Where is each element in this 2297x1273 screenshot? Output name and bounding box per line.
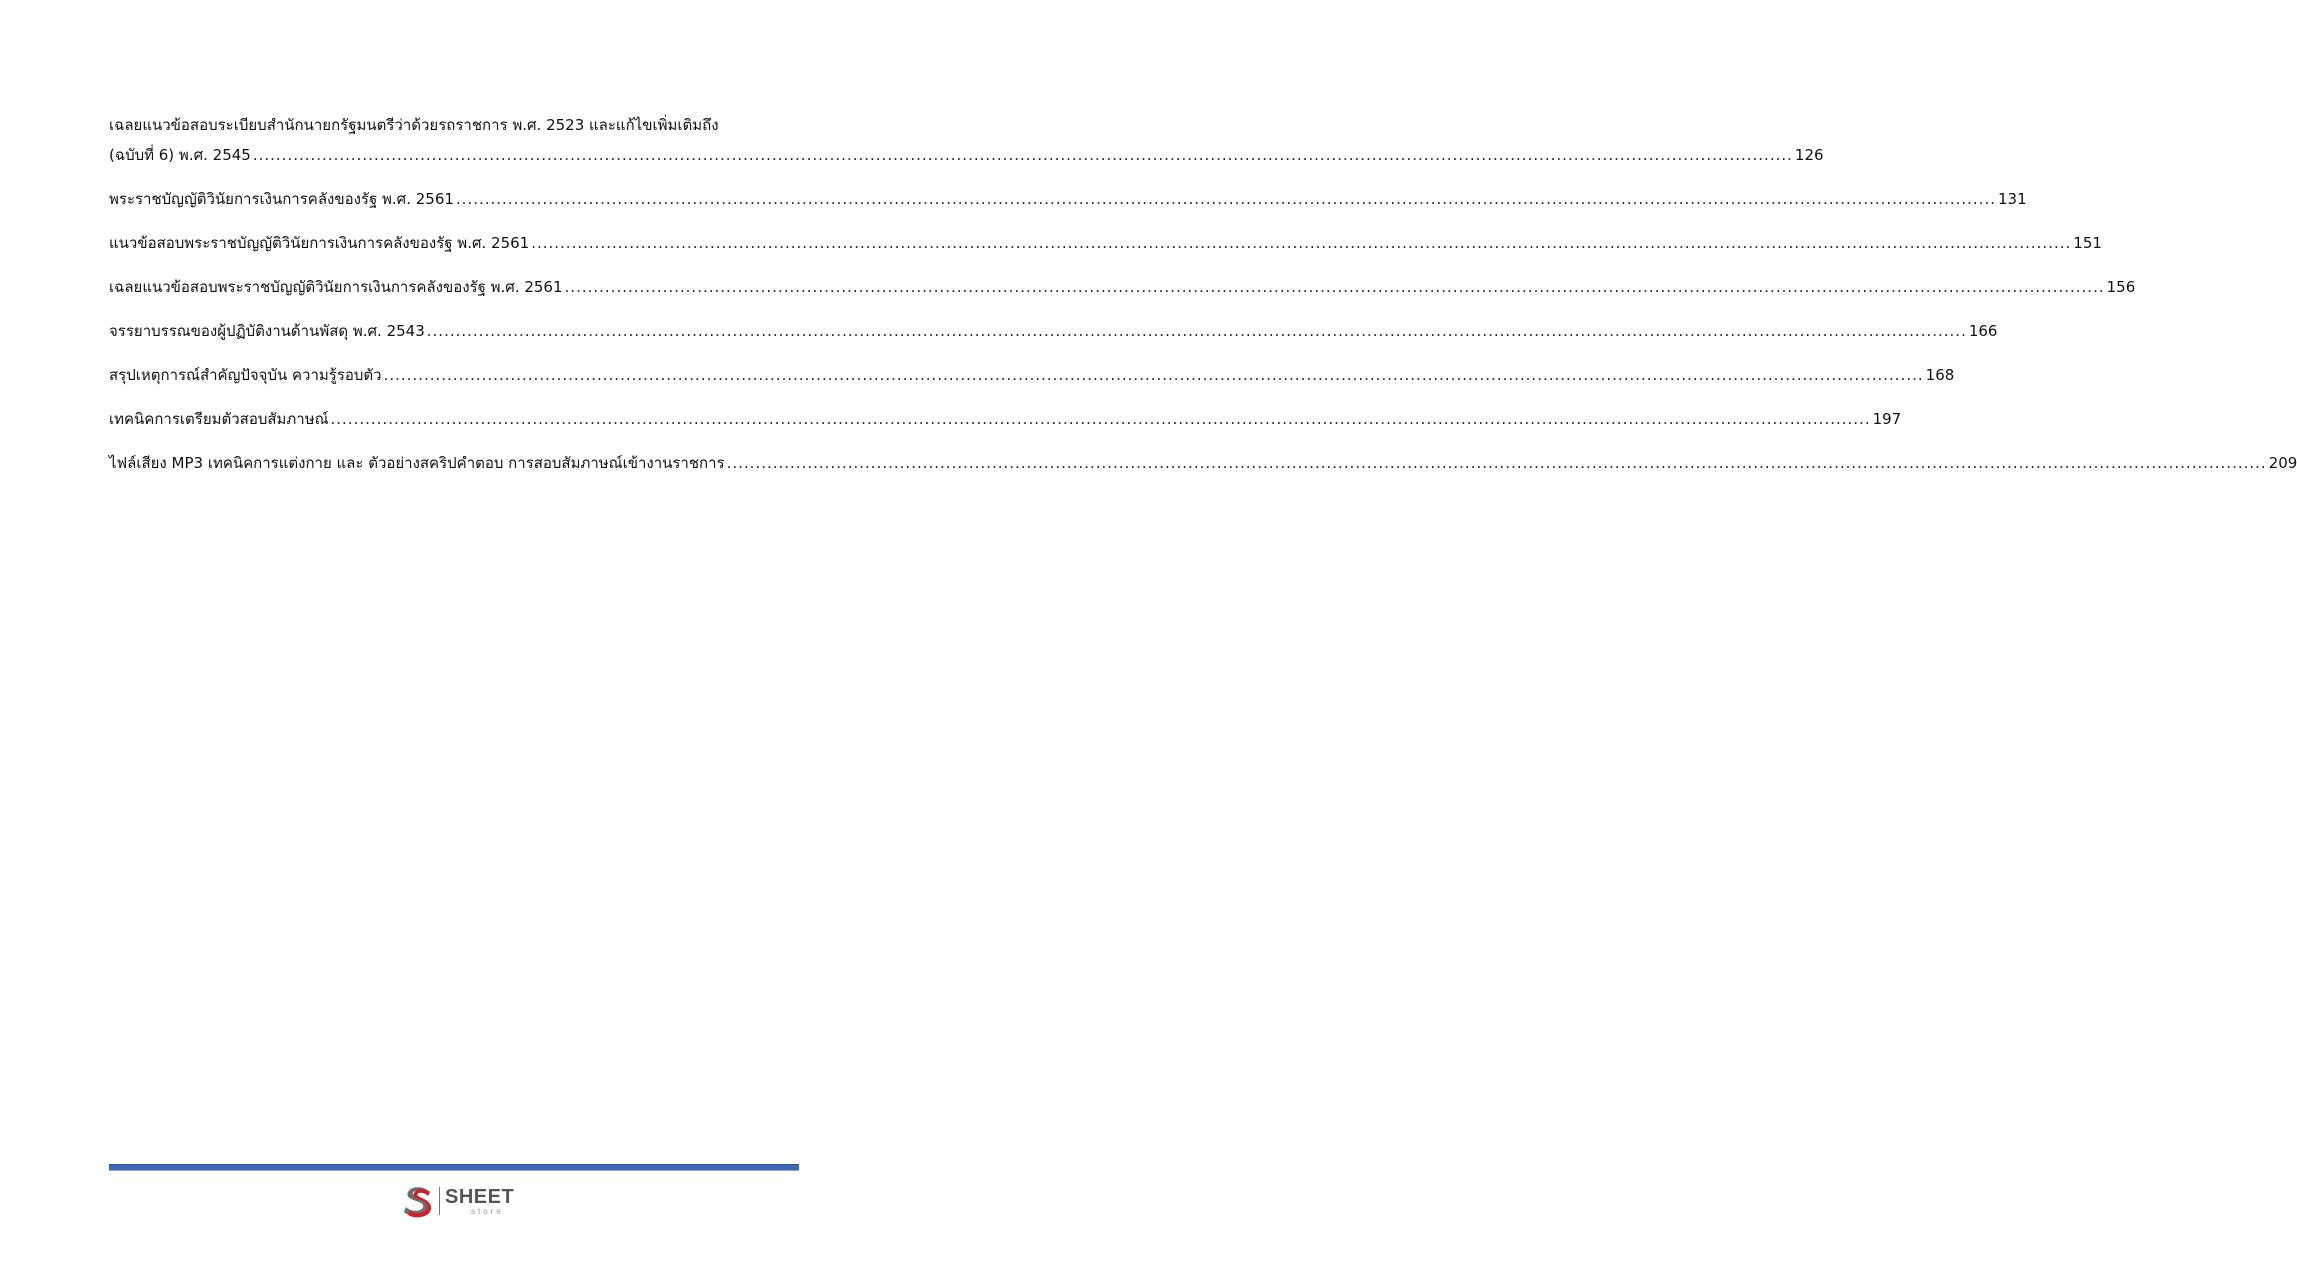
toc-title: (ฉบับที่ 6) พ.ศ. 2545 — [109, 146, 251, 164]
toc-line — [109, 140, 1824, 170]
toc-line — [109, 404, 1902, 434]
toc-entry — [109, 272, 2136, 302]
toc-line — [109, 448, 2297, 478]
toc-title: เฉลยแนวข้อสอบพระราชบัญญัติวินัยการเงินการคลังของรัฐ พ.ศ. 2561 — [109, 278, 563, 296]
toc-title-line: เฉลยแนวข้อสอบระเบียบสำนักนายกรัฐมนตรีว่าด้วยรถราชการ พ.ศ. 2523 และแก้ไขเพิ่มเติมถึง — [109, 116, 719, 134]
logo-separator — [439, 1187, 440, 1215]
table-of-contents — [109, 110, 2297, 492]
toc-title: แนวข้อสอบพระราชบัญญัติวินัยการเงินการคลังของรัฐ พ.ศ. 2561 — [109, 234, 530, 252]
logo-sub-text: store — [471, 1206, 504, 1216]
toc-leader-dots — [331, 404, 1871, 434]
toc-page-number: 151 — [2073, 234, 2102, 252]
toc-page-number: 197 — [1872, 410, 1902, 428]
toc-page-number: 156 — [2106, 278, 2136, 296]
toc-title: สรุปเหตุการณ์สำคัญปัจจุบัน ความรู้รอบตัว — [109, 366, 382, 384]
toc-entry — [109, 360, 1955, 390]
logo-wordmark — [445, 1187, 514, 1216]
toc-entry — [109, 316, 1998, 346]
toc-page-number: 168 — [1925, 366, 1955, 384]
logo-brand-text: SHEET — [445, 1185, 515, 1208]
toc-line — [109, 184, 2027, 214]
toc-line — [109, 228, 2102, 258]
toc-leader-dots — [427, 316, 1967, 346]
toc-entry — [109, 110, 1824, 170]
footer-logo — [400, 1183, 514, 1219]
toc-entry — [109, 448, 2297, 478]
toc-title: พระราชบัญญัติวินัยการเงินการคลังของรัฐ พ.ศ. 2561 — [109, 190, 454, 208]
toc-page-number: 126 — [1794, 146, 1824, 164]
sheet-store-s-logo-icon — [400, 1183, 436, 1219]
toc-title: ไฟล์เสียง MP3 เทคนิคการแต่งกาย และ ตัวอย่างสคริปคำตอบ การสอบสัมภาษณ์เข้างานราชการ — [109, 454, 725, 472]
toc-leader-dots — [727, 448, 2267, 478]
toc-leader-dots — [456, 184, 1996, 214]
toc-leader-dots — [384, 360, 1924, 390]
toc-leader-dots — [531, 228, 2071, 258]
toc-line — [109, 316, 1998, 346]
toc-page-number: 209 — [2268, 454, 2297, 472]
toc-title: เทคนิคการเตรียมตัวสอบสัมภาษณ์ — [109, 410, 329, 428]
toc-entry — [109, 228, 2102, 258]
toc-line — [109, 360, 1955, 390]
toc-line — [109, 272, 2136, 302]
toc-page-number: 131 — [1997, 190, 2027, 208]
toc-leader-dots — [253, 140, 1793, 170]
toc-leader-dots — [565, 272, 2105, 302]
toc-page-number: 166 — [1968, 322, 1998, 340]
toc-entry — [109, 404, 1902, 434]
footer-rule — [109, 1164, 799, 1170]
toc-title: จรรยาบรรณของผู้ปฏิบัติงานด้านพัสดุ พ.ศ. 2543 — [109, 322, 425, 340]
toc-entry — [109, 184, 2027, 214]
